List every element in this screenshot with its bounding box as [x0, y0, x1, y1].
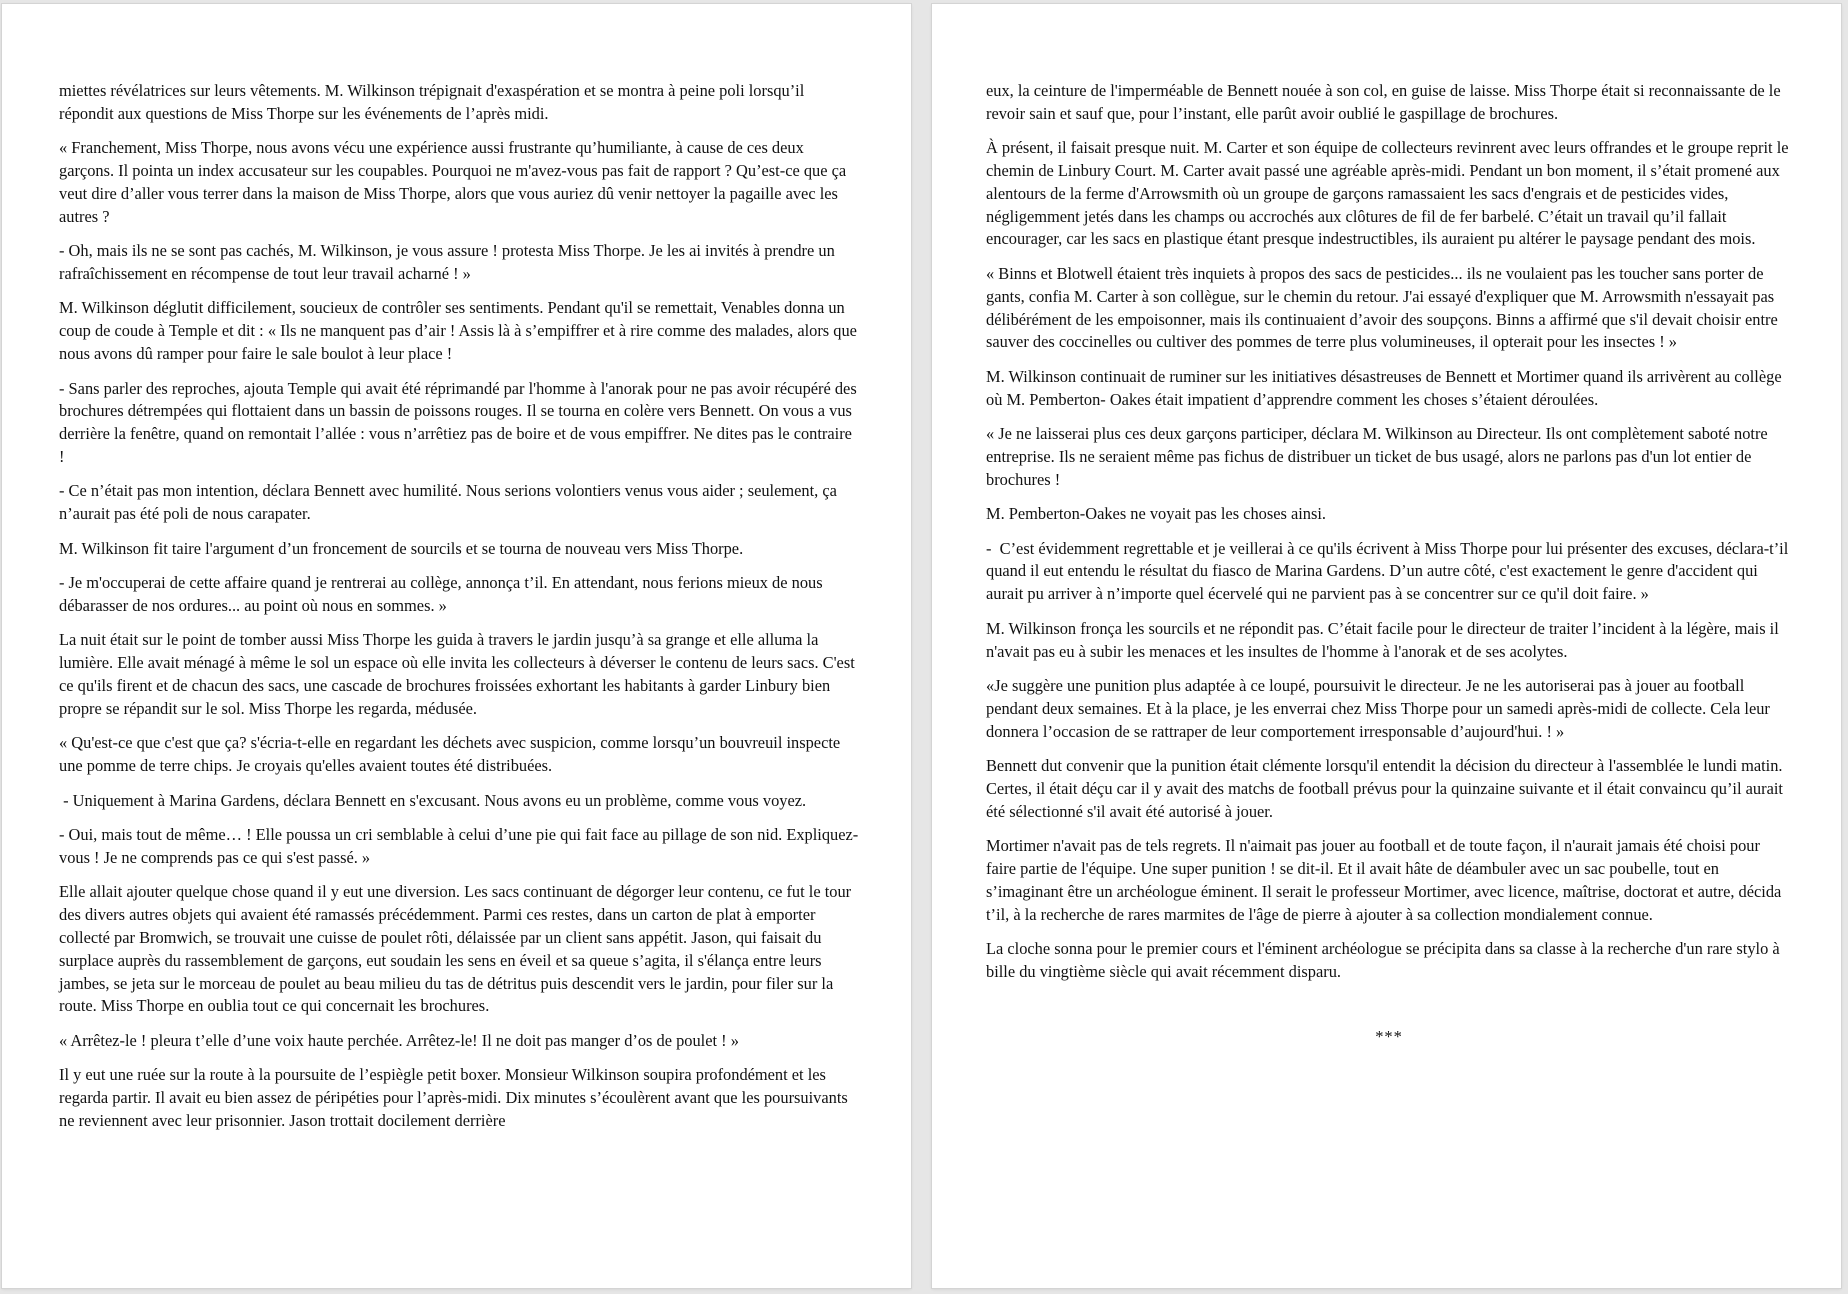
paragraph: M. Wilkinson continuait de ruminer sur les initiatives désastreuses de Bennett et Mortimer quand ils arrivèrent au collège où M. Pemberton- Oakes était impatient d’apprendre comment les choses s’étaient déroulées.: [986, 366, 1782, 409]
right-page-text: [986, 80, 1792, 1048]
paragraph: Il y eut une ruée sur la route à la poursuite de l’espiègle petit boxer. Monsieur Wilkinson soupira profondément et les regarda partir. Il avait eu bien assez de péripéties pour l’après-midi. Dix minutes s’écoulèrent avant que les poursuivants ne reviennent avec leur prisonnier. Jason trottait docilement derrière: [59, 1065, 848, 1130]
paragraph: « Arrêtez-le ! pleura t’elle d’une voix haute perchée. Arrêtez-le! Il ne doit pas manger d’os de poulet ! »: [59, 1030, 739, 1050]
paragraph: - Oui, mais tout de même… ! Elle poussa un cri semblable à celui d’une pie qui fait face au pillage de son nid. Expliquez-vous ! Je ne comprends pas ce qui s'est passé. »: [59, 825, 859, 867]
paragraph: « Je ne laisserai plus ces deux garçons participer, déclara M. Wilkinson au Directeur. Ils ont complètement saboté notre entreprise. Ils ne seraient même pas fichus de distribuer un ticket de bus usagé, alors ne parlons pas d'un lot entier de brochures !: [986, 424, 1768, 489]
paragraph: - Sans parler des reproches, ajouta Temple qui avait été réprimandé par l'homme à l'anorak pour ne pas avoir récupéré des brochures détrempées qui flottaient dans un bassin de poissons rouges. Il se tourna en colère vers Bennett. On vous a vus derrière la fenêtre, quand on remontait l’allée : vous n’arrêtiez pas de boire et de vous empiffrer. Ne dites pas le contraire !: [59, 378, 857, 466]
left-page: [2, 4, 911, 1288]
paragraph: La nuit était sur le point de tomber aussi Miss Thorpe les guida à travers le jardin jusqu’à sa grange et elle alluma la lumière. Elle avait ménagé à même le sol un espace où elle invita les collecteurs à déverser le contenu de leurs sacs. C'est ce qu'ils firent et de chacun des sacs, une cascade de brochures froissées exhortant les habitants à garder Linbury bien propre se répandit sur le sol. Miss Thorpe les regarda, médusée.: [59, 630, 855, 718]
paragraph: M. Wilkinson déglutit difficilement, soucieux de contrôler ses sentiments. Pendant qu'il se remettait, Venables donna un coup de coude à Temple et dit : « Ils ne manquent pas d’air ! Assis là à s’empiffrer et à rire comme des malades, alors que nous avons dû ramper pour faire le sale boulot à leur place !: [59, 298, 857, 364]
paragraph: « Binns et Blotwell étaient très inquiets à propos des sacs de pesticides... ils ne voulaient pas les toucher sans porter de gants, confia M. Carter à son collègue, sur le chemin du retour. J'ai essayé d'expliquer que M. Arrowsmith n'essayait pas délibérément de les empoisonner, mais ils continuaient d’avoir des soupçons. Binns a affirmé que s'il devait choisir entre sauver des coccinelles ou cultiver des pommes de terre plus volumineuses, il opterait pour les insectes ! »: [986, 263, 1778, 352]
section-separator: ***: [1375, 1026, 1403, 1046]
paragraph: Elle allait ajouter quelque chose quand il y eut une diversion. Les sacs continuant de dégorger leur contenu, ce fut le tour des divers autres objets qui avaient été ramassés précédemment. Parmi ces restes, dans un carton de plat à emporter collecté par Bromwich, se trouvait une cuisse de poulet rôti, délaissée par un client sans appétit. Jason, qui faisait du surplace auprès du rassemblement de garçons, eut soudain les sens en éveil et sa queue s’agita, il s'élança entre leurs jambes, se jeta sur le morceau de poulet au beau milieu du tas de détritus puis descendit vers le jardin, pour filer sur la route. Miss Thorpe en oublia tout ce qui concernait les brochures.: [59, 882, 852, 1016]
paragraph: eux, la ceinture de l'imperméable de Bennett nouée à son col, en guise de laisse. Miss Thorpe était si reconnaissante de le revoir sain et sauf que, pour l’instant, elle parût avoir oublié le gaspillage de brochures.: [986, 81, 1781, 123]
paragraph: « Franchement, Miss Thorpe, nous avons vécu une expérience aussi frustrante qu’humiliante, à cause de ces deux garçons. Il pointa un index accusateur sur les coupables. Pourquoi ne m'avez-vous pas fait de rapport ? Qu’est-ce que ça veut dire d’aller vous terrer dans la maison de Miss Thorpe, alors que vous auriez dû venir nettoyer la pagaille avec les autres ?: [59, 138, 847, 226]
paragraph: M. Wilkinson fit taire l'argument d’un froncement de sourcils et se tourna de nouveau vers Miss Thorpe.: [59, 538, 744, 558]
right-page: [932, 4, 1841, 1288]
paragraph: M. Wilkinson fronça les sourcils et ne répondit pas. C’était facile pour le directeur de traiter l’incident à la légère, mais il n'avait pas eu à subir les menaces et les insultes de l'homme à l'anorak et de ses acolytes.: [986, 618, 1779, 661]
paragraph: - Ce n’était pas mon intention, déclara Bennett avec humilité. Nous serions volontiers venus vous aider ; seulement, ça n’aurait pas été poli de nous carapater.: [59, 481, 837, 524]
paragraph: «Je suggère une punition plus adaptée à ce loupé, poursuivit le directeur. Je ne les autoriserai pas à jouer au football pendant deux semaines. Et à la place, je les enverrai chez Miss Thorpe pour un samedi après-midi de collecte. Cela leur donnera l’occasion de se rattraper de leur comportement irresponsable d’aujourd'hui. ! »: [986, 676, 1770, 741]
paragraph: « Qu'est-ce que c'est que ça? s'écria-t-elle en regardant les déchets avec suspicion, comme lorsqu’un bouvreuil inspecte une pomme de terre chips. Je croyais qu'elles avaient toutes été distribuées.: [59, 733, 841, 776]
paragraph: M. Pemberton-Oakes ne voyait pas les choses ainsi.: [986, 504, 1327, 524]
paragraph: - Uniquement à Marina Gardens, déclara Bennett en s'excusant. Nous avons eu un problème, comme vous voyez.: [59, 790, 807, 810]
paragraph: - Oh, mais ils ne se sont pas cachés, M. Wilkinson, je vous assure ! protesta Miss Thorpe. Je les ai invités à prendre un rafraîchissement en récompense de tout leur travail acharné ! »: [59, 241, 835, 283]
paragraph: La cloche sonna pour le premier cours et l'éminent archéologue se précipita dans sa classe à la recherche d'un rare stylo à bille du vingtième siècle qui avait récemment disparu.: [986, 939, 1780, 981]
paragraph: Mortimer n'avait pas de tels regrets. Il n'aimait pas jouer au football et de toute façon, il n'aurait jamais été choisi pour faire partie de l'équipe. Une super punition ! se dit-il. Et il avait hâte de déambuler avec un sac poubelle, tout en s’imaginant être un archéologue éminent. Il serait le professeur Mortimer, avec licence, maîtrise, doctorat et autre, décida t’il, à la recherche de rares marmites de l'âge de pierre à ajouter à sa collection mondialement connue.: [986, 836, 1782, 924]
paragraph: Bennett dut convenir que la punition était clémente lorsqu'il entendit la décision du directeur à l'assemblée le lundi matin. Certes, il était déçu car il y avait des matchs de football prévus pour la quinzaine suivante et il était convaincu qu’il aurait été sélectionné s'il avait été autorisé à jouer.: [986, 756, 1783, 821]
paragraph: - C’est évidemment regrettable et je veillerai à ce qu'ils écrivent à Miss Thorpe pour lui présenter des excuses, déclara-t’il quand il eut entendu le résultat du fiasco de Marina Gardens. D’un autre côté, c'est exactement le genre d'accident qui aurait pu arriver à n’importe quel écervelé qui ne parvient pas à se concentrer sur ce qu'il doit faire. »: [986, 538, 1793, 604]
paragraph: - Je m'occuperai de cette affaire quand je rentrerai au collège, annonça t’il. En attendant, nous ferions mieux de nous débarasser de nos ordures... au point où nous en sommes. »: [59, 573, 823, 615]
left-page-text: [59, 80, 859, 1144]
paragraph: miettes révélatrices sur leurs vêtements. M. Wilkinson trépignait d'exaspération et se montra à peine poli lorsqu’il répondit aux questions de Miss Thorpe sur les événements de l’après midi.: [59, 81, 805, 123]
paragraph: À présent, il faisait presque nuit. M. Carter et son équipe de collecteurs revinrent avec leurs offrandes et le groupe reprit le chemin de Linbury Court. M. Carter avait passé une agréable après-midi. Pendant un bon moment, il s’était promené aux alentours de la ferme d'Arrowsmith où un groupe de garçons ramassaient les sacs d'engrais et de pesticides vides, négligemment jetés dans les champs ou accrochés aux clôtures de fil de fer barbelé. C’était un travail qu’il fallait encourager, car les sacs en plastique étant presque indestructibles, ils auraient pu altérer le paysage pendant des mois.: [986, 138, 1789, 249]
